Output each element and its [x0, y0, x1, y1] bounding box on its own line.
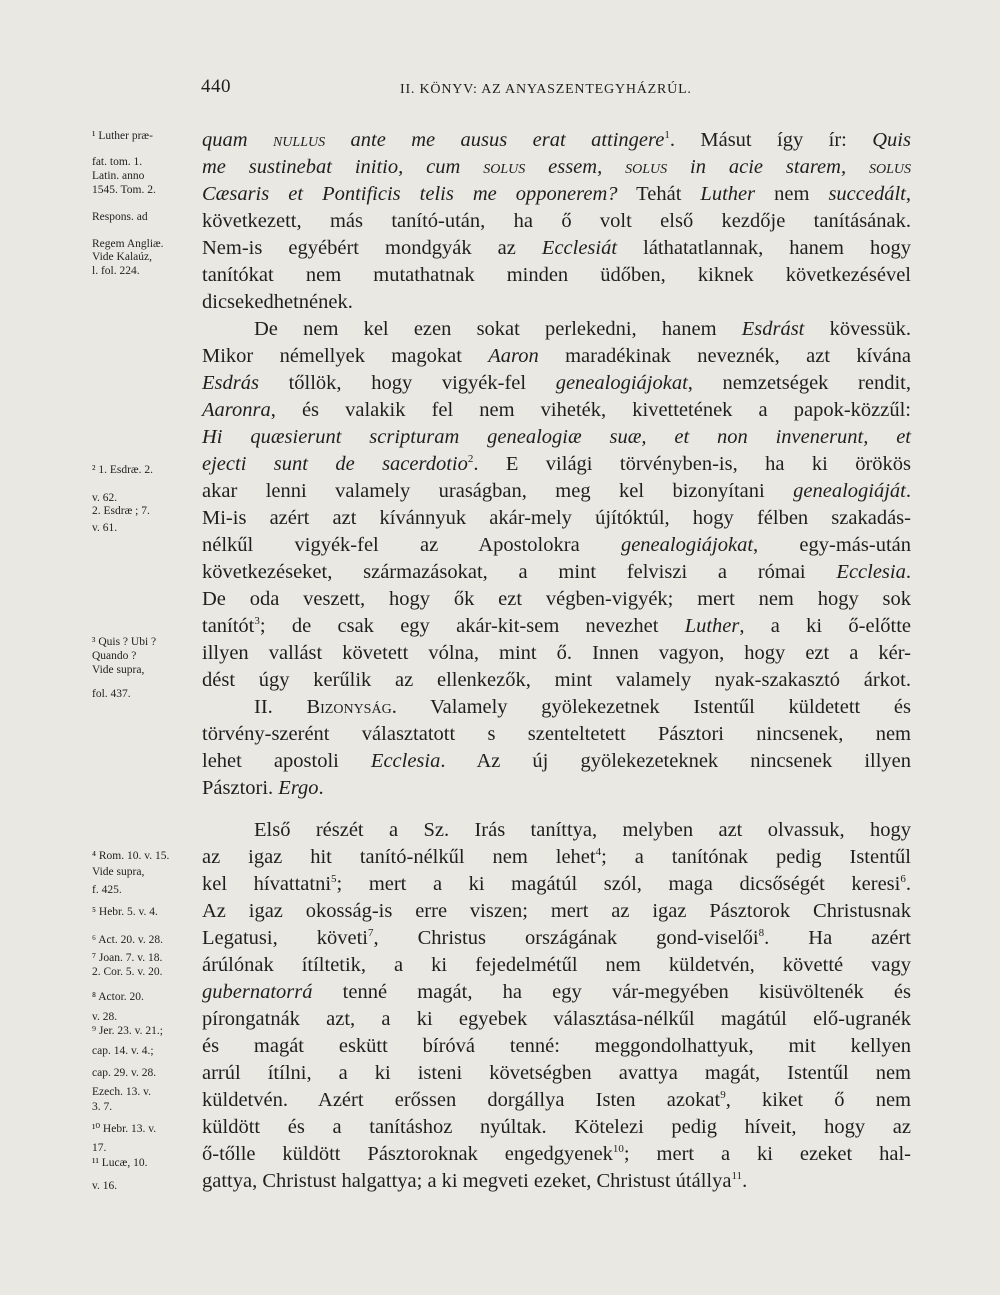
margin-note: v. 62.: [92, 492, 118, 504]
margin-note: 2. Esdræ ; 7.: [92, 505, 150, 517]
margin-note: v. 16.: [92, 1180, 118, 1192]
margin-note: ⁹ Jer. 23. v. 21.;: [92, 1025, 163, 1037]
text-line: és magát eskütt bíróvá tenné: meggondolhattyuk, mit kellyen: [202, 1035, 911, 1057]
text-line: Mi-is azért azt kívánnyuk akár-mely újítóktúl, hogy félben szakadás-: [202, 507, 911, 529]
margin-note: Quando ?: [92, 650, 137, 662]
text-line: Első részét a Sz. Irás taníttya, melyben azt olvassuk, hogy: [254, 819, 911, 841]
text-line: Pásztori. Ergo.: [202, 777, 324, 799]
text-line: De oda veszett, hogy ők ezt végben-vigyék; mert nem hogy sok: [202, 588, 911, 610]
text-line: dicsekedhetnének.: [202, 291, 353, 313]
margin-note: ⁴ Rom. 10. v. 15.: [92, 850, 170, 862]
text-line: árúlónak ítíltetik, a ki fejedelmétűl nem küldetvén, követté vagy: [202, 954, 911, 976]
margin-note: ¹⁰ Hebr. 13. v.: [92, 1123, 157, 1135]
text-line: Esdrás tőllök, hogy vigyék-fel genealogiájokat, nemzetségek rendit,: [202, 372, 911, 394]
page-number: 440: [201, 76, 231, 97]
text-line: kel hívattatni$^5$; mert a ki magátúl szól, maga dicsőségét keresi$^6$.: [202, 873, 911, 895]
margin-note: cap. 14. v. 4.;: [92, 1045, 154, 1057]
margin-note: ³ Quis ? Ubi ?: [92, 636, 157, 648]
text-line: De nem kel ezen sokat perlekedni, hanem Esdrást kövessük.: [254, 318, 911, 340]
margin-note: ⁶ Act. 20. v. 28.: [92, 934, 163, 946]
margin-note: fol. 437.: [92, 688, 131, 700]
margin-note: Latin. anno: [92, 170, 145, 182]
margin-note: ¹ Luther præ-: [92, 130, 153, 142]
text-line: gattya, Christust halgattya; a ki megveti ezeket, Christust útállya$^{11}$.: [202, 1170, 748, 1192]
text-line: pírongatnák azt, a ki egyebek választása-nélkűl magátúl elő-ugranék: [202, 1008, 911, 1030]
margin-note: fat. tom. 1.: [92, 156, 143, 168]
text-line: következéseket, származásokat, a mint felviszi a római Ecclesia.: [202, 561, 911, 583]
text-line: Legatusi, követi$^7$, Christus országának gond-viselői$^8$. Ha azért: [202, 927, 911, 949]
text-line: Mikor némellyek magokat Aaron maradékinak neveznék, azt kívána: [202, 345, 911, 367]
text-line: Cæsaris et Pontificis telis me opponerem? Tehát Luther nem succedált,: [202, 183, 911, 205]
text-line: Az igaz okosság-is erre viszen; mert az igaz Pásztorok Christusnak: [202, 900, 911, 922]
text-line: dést úgy kerűlik az ellenkezők, mint valamely nyak-szakasztó árkot.: [202, 669, 911, 691]
text-line: Nem-is egyébért mondgyák az Ecclesiát láthatatlannak, hanem hogy: [202, 237, 911, 259]
margin-note: Regem Angliæ.: [92, 238, 164, 250]
text-line: következett, más tanító-után, ha ő volt első kezdője tanításának.: [202, 210, 911, 232]
margin-note: ² 1. Esdræ. 2.: [92, 464, 153, 476]
text-line: arrúl ítílni, a ki isteni követségben avattya magát, Istentűl nem: [202, 1062, 911, 1084]
margin-note: Respons. ad: [92, 211, 148, 223]
margin-note: Vide supra,: [92, 866, 145, 878]
margin-note: ⁷ Joan. 7. v. 18.: [92, 952, 163, 964]
margin-note: 1545. Tom. 2.: [92, 184, 156, 196]
text-line: tanítókat nem mutathatnak minden üdőben, kiknek következésével: [202, 264, 911, 286]
text-line: küldött és a tanításhoz nyúltak. Kötelezi pedig híveit, hogy az: [202, 1116, 911, 1138]
margin-note: Ezech. 13. v.: [92, 1086, 151, 1098]
text-line: ejecti sunt de sacerdotio$^2$. E világi törvényben-is, ha ki örökös: [202, 453, 911, 475]
margin-note: Vide Kalaúz,: [92, 251, 152, 263]
text-line: quam nullus ante me ausus erat attingere$^1$. Másut így ír: Quis: [202, 129, 911, 151]
text-line: gubernatorrá tenné magát, ha egy vár-megyében kisüvöltenék és: [202, 981, 911, 1003]
text-line: ő-tőlle küldött Pásztoroknak engedgyenek$^{10}$; mert a ki ezeket hal-: [202, 1143, 911, 1165]
running-head: II. KÖNYV: AZ ANYASZENTEGYHÁZRÚL.: [400, 82, 692, 97]
margin-note: 17.: [92, 1142, 107, 1154]
text-line: lehet apostoli Ecclesia. Az új gyölekezeteknek nincsenek illyen: [202, 750, 911, 772]
text-line: akar lenni valamely uraságban, meg kel bizonyítani genealogiáját.: [202, 480, 911, 502]
margin-note: ⁸ Actor. 20.: [92, 991, 144, 1003]
text-line: küldetvén. Azért erőssen dorgállya Isten azokat$^9$, kiket ő nem: [202, 1089, 911, 1111]
margin-note: 2. Cor. 5. v. 20.: [92, 966, 163, 978]
margin-note: f. 425.: [92, 884, 122, 896]
text-line: Aaronra, és valakik fel nem viheték, kivettetének a papok-közzűl:: [202, 399, 911, 421]
text-line: II. Bizonyság. Valamely gyölekezetnek Istentűl küldetett és: [254, 696, 911, 718]
text-line: Hi quæsierunt scripturam genealogiæ suæ, et non invenerunt, et: [202, 426, 911, 448]
text-line: az igaz hit tanító-nélkűl nem lehet$^4$; a tanítónak pedig Istentűl: [202, 846, 911, 868]
margin-note: v. 28.: [92, 1011, 118, 1023]
text-line: tanítót$^3$; de csak egy akár-kit-sem nevezhet Luther, a ki ő-előtte: [202, 615, 912, 637]
margin-note: v. 61.: [92, 522, 118, 534]
margin-note: l. fol. 224.: [92, 265, 140, 277]
margin-note: cap. 29. v. 28.: [92, 1067, 157, 1079]
text-line: törvény-szerént választatott s szenteltetett Pásztori nincsenek, nem: [202, 723, 911, 745]
text-line: illyen vallást követett vólna, mint ő. Innen vagyon, hogy ezt a kér-: [202, 642, 911, 664]
margin-note: ¹¹ Lucæ, 10.: [92, 1157, 148, 1169]
margin-note: Vide supra,: [92, 664, 145, 676]
margin-note: 3. 7.: [92, 1101, 113, 1113]
text-line: me sustinebat initio, cum solus essem, solus in acie starem, solus: [202, 156, 911, 178]
margin-note: ⁵ Hebr. 5. v. 4.: [92, 906, 158, 918]
text-line: nélkűl vigyék-fel az Apostolokra genealogiájokat, egy-más-után: [202, 534, 911, 556]
